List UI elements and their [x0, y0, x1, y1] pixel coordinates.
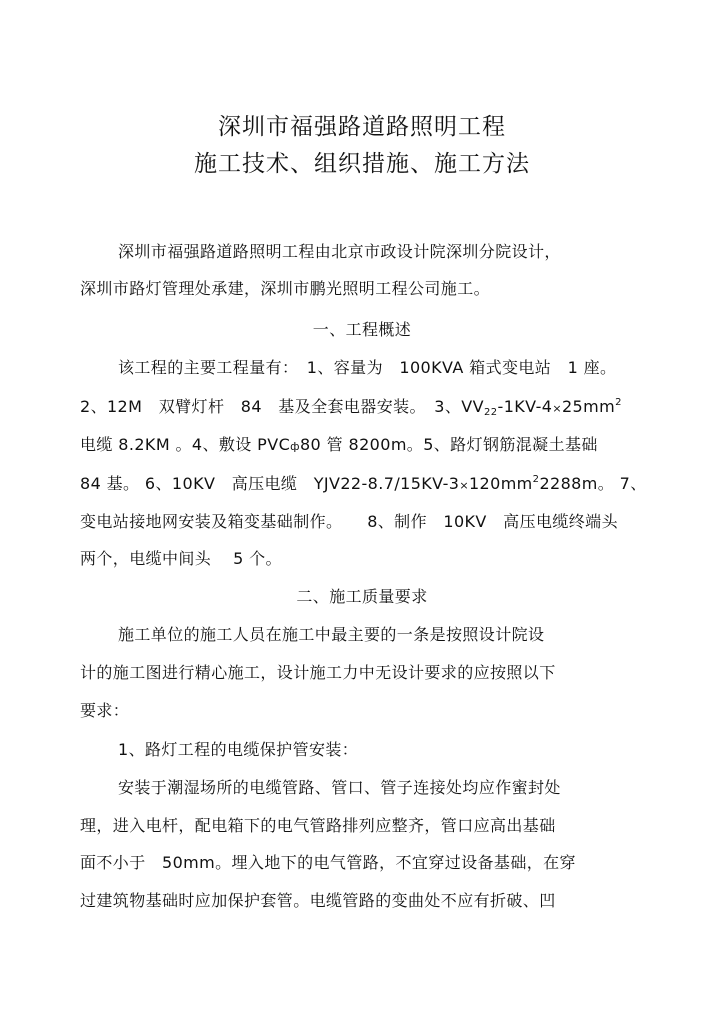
subscript: 22 — [483, 407, 498, 418]
section-2-line-6: 面不小于 50mm。埋入地下的电气管路，不宜穿过设备基础，在穿 — [80, 853, 576, 872]
text-run: 25mm — [561, 397, 616, 416]
text-run: -1KV-4 — [497, 397, 553, 416]
section-1-line-4 — [80, 471, 647, 494]
text-run: 84 基。 6、10KV 高压电缆 YJV22-8.7/15KV-3 — [80, 474, 460, 493]
document-title: 深圳市福强路道路照明工程 — [218, 114, 506, 140]
section-1-heading: 一、工程概述 — [312, 320, 412, 339]
section-2-line-4: 安装于潮湿场所的电缆管路、管口、管子连接处均应作蜜封处 — [118, 778, 561, 797]
multiply-sign: × — [552, 402, 562, 415]
text-run: 2288m。 7、 — [539, 474, 647, 493]
section-2-line-3: 要求： — [80, 701, 130, 720]
intro-line-2: 深圳市路灯管理处承建，深圳市鹏光照明工程公司施工。 — [80, 279, 491, 298]
section-2-item-1: 1、路灯工程的电缆保护管安装： — [118, 740, 359, 759]
multiply-sign: × — [459, 479, 469, 492]
document-subtitle: 施工技术、组织措施、施工方法 — [194, 151, 530, 177]
section-1-line-5: 变电站接地网安装及箱变基础制作。 8、制作 10KV 高压电缆终端头 — [80, 512, 618, 531]
section-2-line-2: 计的施工图进行精心施工，设计施工力中无设计要求的应按照以下 — [80, 663, 556, 682]
intro-line-1: 深圳市福强路道路照明工程由北京市政设计院深圳分院设计， — [118, 242, 561, 261]
superscript: 2 — [532, 474, 540, 485]
section-2-heading: 二、施工质量要求 — [296, 587, 428, 606]
superscript: 2 — [615, 397, 622, 408]
section-1-line-3 — [80, 432, 598, 455]
section-2-line-5: 理，进入电杆，配电箱下的电气管路排列应整齐，管口应高出基础 — [80, 816, 556, 835]
text-run: 80 管 8200m。5、路灯钢筋混凝土基础 — [299, 435, 598, 454]
section-1-line-2 — [80, 394, 622, 418]
section-1-line-1: 该工程的主要工程量有： 1、容量为 100KVA 箱式变电站 1 座。 — [118, 358, 617, 377]
section-2-line-1: 施工单位的施工人员在施工中最主要的一条是按照设计院设 — [118, 625, 545, 644]
text-run: 电缆 8.2KM 。4、敷设 PVC — [80, 435, 291, 454]
section-1-line-6: 两个，电缆中间头 5 个。 — [80, 549, 282, 568]
diameter-symbol: ф — [290, 440, 300, 453]
text-run: 120mm — [468, 474, 533, 493]
text-run: 2、12M 双臂灯杆 84 基及全套电器安装。 3、VV — [80, 397, 484, 416]
section-2-line-7: 过建筑物基础时应加保护套管。电缆管路的变曲处不应有折破、凹 — [80, 891, 556, 910]
